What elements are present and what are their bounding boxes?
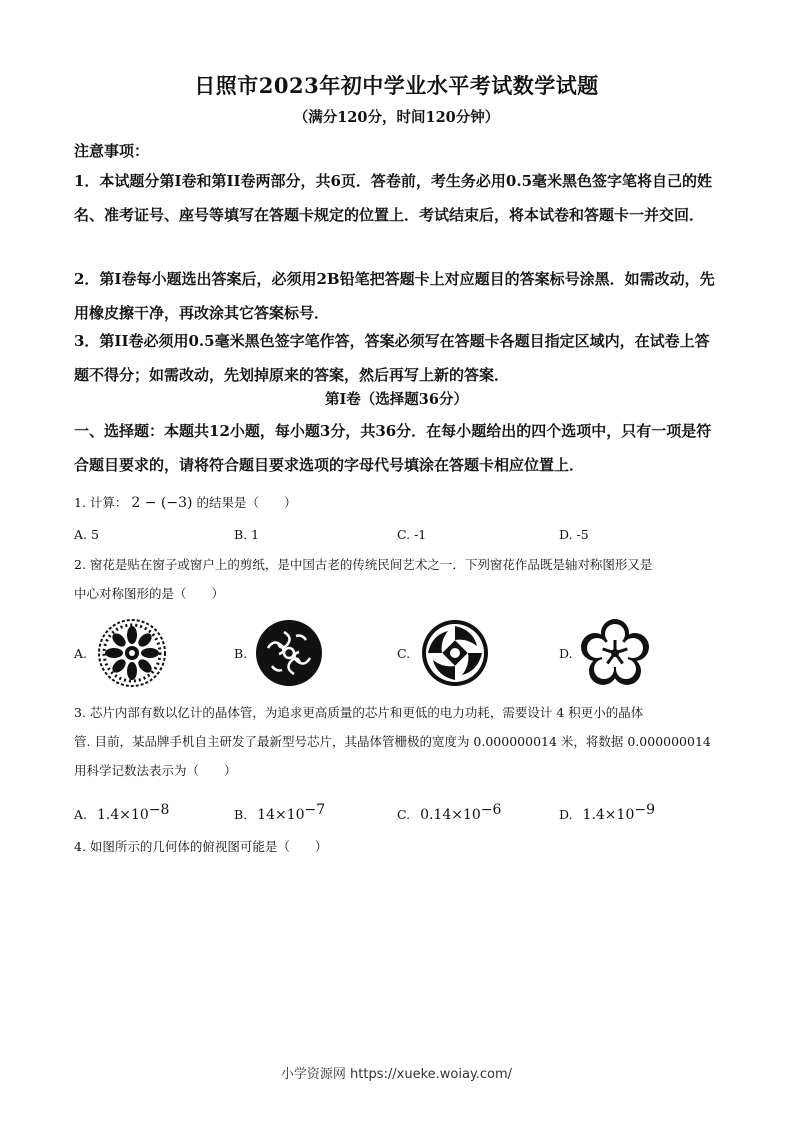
q3-option-b-label: B. bbox=[234, 807, 248, 823]
q1-option-c-value: -1 bbox=[414, 527, 427, 542]
paper-cut-flower-icon[interactable] bbox=[97, 618, 167, 688]
section-title: 第I卷（选择题36分） bbox=[325, 391, 468, 408]
q1-option-d[interactable] bbox=[559, 527, 589, 542]
q1-option-d-value: -5 bbox=[576, 527, 589, 542]
q1-option-c[interactable] bbox=[397, 527, 426, 542]
q1-option-a-value: 5 bbox=[91, 527, 99, 542]
q3-text-line-3: 用科学记数法表示为（ ） bbox=[74, 763, 237, 778]
q1-suffix: 的结果是（ ） bbox=[196, 495, 297, 510]
q3-option-d-exponent: −9 bbox=[634, 802, 655, 818]
q1-option-c-label: C. bbox=[397, 527, 411, 542]
q3-option-b-exponent: −7 bbox=[304, 802, 326, 818]
q3-option-a-base: 1.4×10 bbox=[97, 807, 149, 824]
q2-option-b-label[interactable]: B. bbox=[234, 646, 248, 661]
q3-option-c-label: C. bbox=[397, 807, 411, 823]
question-1 bbox=[74, 488, 734, 518]
q3-option-d[interactable] bbox=[559, 802, 655, 823]
notice-heading: 注意事项： bbox=[74, 142, 150, 160]
q3-option-b-base: 14×10 bbox=[257, 807, 305, 824]
q2-option-d-label[interactable]: D. bbox=[559, 646, 573, 661]
q3-text-line-1: 3. 芯片内部有数以亿计的晶体管，为追求更高质量的芯片和更低的电力功耗，需要设计 4 积更小的晶体 bbox=[74, 705, 644, 720]
paper-cut-scroll-icon[interactable] bbox=[254, 618, 324, 688]
page-footer: 小学资源网 https://xueke.woiay.com/ bbox=[280, 1067, 513, 1082]
q3-option-c-exponent: −6 bbox=[480, 802, 502, 818]
question-4: 4. 如图所示的几何体的俯视图可能是（ ） bbox=[74, 839, 328, 854]
notice-item-1: 1．本试题分第I卷和第II卷两部分，共6页．答卷前，考生务必用0.5毫米黑色签字笔将自己的姓名、准考证号、座号等填写在答题卡规定的位置上．考试结束后，将本试卷和答题卡一并交回． bbox=[74, 172, 713, 224]
q3-option-a-exponent: −8 bbox=[148, 802, 170, 818]
question-2 bbox=[74, 550, 734, 608]
question-3 bbox=[74, 698, 734, 785]
q3-option-a[interactable] bbox=[74, 802, 169, 823]
paper-cut-swirl-icon[interactable] bbox=[420, 618, 490, 688]
q3-option-a-label: A. bbox=[74, 807, 88, 823]
notice-item-2: 2．第I卷每小题选出答案后，必须用2B铅笔把答题卡上对应题目的答案标号涂黑．如需改动，先用橡皮擦干净，再改涂其它答案标号． bbox=[74, 270, 715, 322]
q3-option-d-base: 1.4×10 bbox=[582, 807, 635, 824]
q1-expression: 2 − (−3) bbox=[131, 495, 193, 511]
exam-subtitle: （满分120分，时间120分钟） bbox=[293, 109, 500, 126]
q3-option-c-base: 0.14×10 bbox=[420, 807, 481, 824]
q1-option-b-label: B. bbox=[234, 527, 248, 542]
q1-option-a-label: A. bbox=[74, 527, 88, 542]
q3-option-b[interactable] bbox=[234, 802, 325, 823]
q2-option-a-label[interactable]: A. bbox=[74, 646, 88, 661]
q1-option-b[interactable] bbox=[234, 527, 259, 542]
section-intro: 一、选择题：本题共12小题，每小题3分，共36分．在每小题给出的四个选项中，只有一项是符合题目要求的，请将符合题目要求选项的字母代号填涂在答题卡相应位置上． bbox=[74, 422, 712, 474]
q3-text-line-2: 管. 目前，某品牌手机自主研发了最新型号芯片，其晶体管栅极的宽度为 0.000000014 米，将数据 0.000000014 bbox=[74, 734, 711, 749]
q2-option-c-label[interactable]: C. bbox=[397, 646, 411, 661]
q3-option-c[interactable] bbox=[397, 802, 501, 823]
q2-text-line-2: 中心对称图形的是（ ） bbox=[74, 586, 225, 601]
q1-prefix: 1. 计算： bbox=[74, 495, 128, 510]
notice-item-3: 3．第II卷必须用0.5毫米黑色签字笔作答，答案必须写在答题卡各题目指定区域内，在试卷上答题不得分；如需改动，先划掉原来的答案，然后再写上新的答案． bbox=[74, 332, 710, 384]
exam-title: 日照市2023年初中学业水平考试数学试题 bbox=[194, 73, 599, 98]
q1-option-b-value: 1 bbox=[251, 527, 260, 542]
q1-option-a[interactable] bbox=[74, 527, 99, 542]
q3-option-d-label: D. bbox=[559, 807, 573, 823]
q1-option-d-label: D. bbox=[559, 527, 573, 542]
q2-text-line-1: 2. 窗花是贴在窗子或窗户上的剪纸，是中国古老的传统民间艺术之一．下列窗花作品既是轴对称图形又是 bbox=[74, 557, 653, 572]
paper-cut-plum-blossom-icon[interactable] bbox=[580, 618, 650, 688]
